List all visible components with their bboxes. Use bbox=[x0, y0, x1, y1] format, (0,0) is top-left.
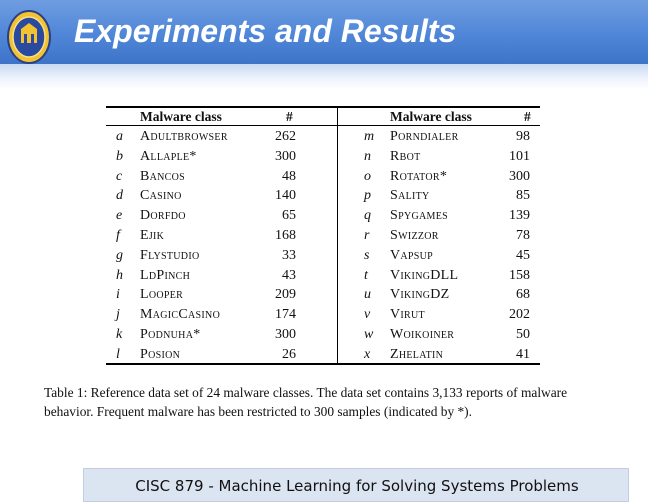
right-class-name: Sality bbox=[390, 188, 430, 204]
header-fade bbox=[0, 64, 648, 90]
right-class-count: 68 bbox=[516, 287, 530, 303]
table-row bbox=[106, 305, 540, 325]
table-row bbox=[106, 266, 540, 286]
table-row bbox=[106, 246, 540, 266]
left-class-name: Dorfdo bbox=[140, 208, 186, 224]
right-class-name: Swizzor bbox=[390, 228, 439, 243]
right-class-id: u bbox=[364, 287, 371, 303]
right-class-name: VikingDZ bbox=[390, 287, 450, 303]
left-class-count: 33 bbox=[282, 247, 296, 263]
left-class-count: 26 bbox=[282, 346, 296, 362]
left-class-count: 48 bbox=[282, 168, 296, 184]
table-header-rule bbox=[106, 125, 540, 126]
table-row bbox=[106, 226, 540, 246]
left-class-id: l bbox=[116, 346, 120, 362]
header-malware-class-left: Malware class bbox=[140, 109, 222, 124]
right-class-name: Zhelatin bbox=[390, 346, 444, 362]
right-class-count: 41 bbox=[516, 346, 530, 362]
right-class-id: s bbox=[364, 247, 370, 263]
right-class-id: w bbox=[364, 327, 374, 342]
left-class-id: i bbox=[116, 287, 120, 303]
right-class-id: t bbox=[364, 267, 368, 283]
left-class-count: 168 bbox=[275, 228, 296, 243]
right-class-name: Virut bbox=[390, 307, 425, 323]
left-class-id: k bbox=[116, 327, 123, 342]
header-malware-class-right: Malware class bbox=[390, 109, 472, 124]
left-class-count: 140 bbox=[275, 188, 296, 204]
left-class-name: Casino bbox=[140, 188, 182, 204]
right-class-count: 50 bbox=[516, 327, 530, 342]
left-class-name: Looper bbox=[140, 287, 184, 303]
left-class-name: Flystudio bbox=[140, 247, 200, 263]
right-class-count: 98 bbox=[516, 129, 530, 144]
left-class-name: Bancos bbox=[140, 168, 186, 184]
left-class-count: 174 bbox=[275, 307, 296, 323]
left-class-name: Allaple* bbox=[140, 148, 197, 164]
right-class-count: 158 bbox=[509, 267, 530, 283]
right-class-id: x bbox=[364, 346, 371, 362]
right-class-count: 85 bbox=[516, 188, 530, 204]
table-row bbox=[106, 325, 540, 345]
table-row bbox=[106, 186, 540, 206]
right-class-count: 101 bbox=[509, 148, 530, 164]
left-class-id: a bbox=[116, 129, 123, 144]
left-class-name: Ejik bbox=[140, 228, 165, 243]
left-class-id: e bbox=[116, 208, 123, 224]
left-class-count: 43 bbox=[282, 267, 296, 283]
table-row bbox=[106, 285, 540, 305]
left-class-id: f bbox=[116, 228, 120, 243]
left-class-name: LdPinch bbox=[140, 267, 191, 283]
right-class-id: v bbox=[364, 307, 371, 323]
table-top-rule bbox=[106, 106, 540, 108]
left-class-id: h bbox=[116, 267, 123, 283]
right-class-count: 45 bbox=[516, 247, 530, 263]
left-class-count: 65 bbox=[282, 208, 296, 224]
left-class-count: 209 bbox=[275, 287, 296, 303]
table-row bbox=[106, 167, 540, 187]
right-class-name: Vapsup bbox=[390, 247, 434, 263]
left-class-count: 262 bbox=[275, 129, 296, 144]
left-class-name: Podnuha* bbox=[140, 327, 201, 342]
table-row bbox=[106, 206, 540, 226]
right-class-count: 78 bbox=[516, 228, 530, 243]
right-class-name: VikingDLL bbox=[390, 267, 459, 283]
header-count-left: # bbox=[286, 109, 293, 124]
right-class-name: Rotator* bbox=[390, 168, 448, 184]
left-class-id: g bbox=[116, 247, 123, 263]
left-class-name: Adultbrowser bbox=[140, 129, 228, 144]
malware-table bbox=[106, 106, 540, 364]
right-class-count: 300 bbox=[509, 168, 530, 184]
slide-title: Experiments and Results bbox=[74, 13, 457, 49]
table-row bbox=[106, 127, 540, 147]
left-class-id: j bbox=[116, 307, 120, 323]
right-class-name: Woikoiner bbox=[390, 327, 455, 342]
right-class-name: Rbot bbox=[390, 148, 421, 164]
right-class-id: o bbox=[364, 168, 371, 184]
footer-course-title: CISC 879 - Machine Learning for Solving Systems Problems bbox=[135, 477, 579, 495]
right-class-name: Spygames bbox=[390, 208, 448, 224]
right-class-count: 139 bbox=[509, 208, 530, 224]
right-class-count: 202 bbox=[509, 307, 530, 323]
footer-bar bbox=[83, 468, 629, 502]
left-class-name: MagicCasino bbox=[140, 307, 221, 323]
left-class-id: b bbox=[116, 148, 123, 164]
right-class-id: m bbox=[364, 129, 375, 144]
table-caption: Table 1: Reference data set of 24 malware classes. The data set contains 3,133 reports of malware behavior. Frequent malware has been restricted to 300 samples (indicated by *). bbox=[44, 385, 568, 419]
left-class-name: Posion bbox=[140, 346, 181, 362]
right-class-id: q bbox=[364, 208, 371, 224]
left-class-count: 300 bbox=[275, 148, 296, 164]
right-class-id: r bbox=[364, 228, 370, 243]
right-class-id: p bbox=[364, 188, 371, 204]
header-count-right: # bbox=[524, 109, 531, 124]
left-class-id: d bbox=[116, 188, 123, 204]
table-row bbox=[106, 345, 540, 365]
right-class-id: n bbox=[364, 148, 371, 164]
left-class-id: c bbox=[116, 168, 123, 184]
table-row bbox=[106, 147, 540, 167]
university-crest-icon bbox=[6, 9, 52, 65]
right-class-name: Porndialer bbox=[390, 129, 459, 144]
left-class-count: 300 bbox=[275, 327, 296, 342]
